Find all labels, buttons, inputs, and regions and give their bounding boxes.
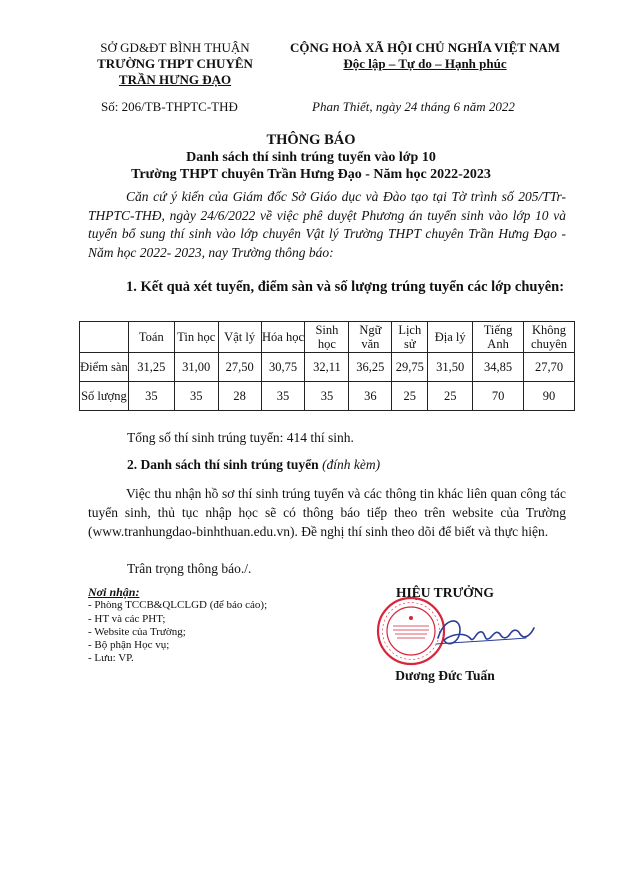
recipient-item: - Website của Trường; [88, 625, 186, 638]
recipient-item: - HT và các PHT; [88, 612, 166, 625]
table-header-cell: Lịch sử [392, 322, 428, 353]
table-cell: 35 [128, 382, 174, 411]
recipient-item: - Bộ phận Học vụ; [88, 639, 170, 652]
signer-name: Dương Đức Tuấn [395, 668, 495, 683]
table-cell: 27,70 [524, 353, 575, 382]
table-cell: 90 [524, 382, 575, 411]
school-name-line2: TRẦN HƯNG ĐẠO [118, 72, 232, 87]
table-header-cell: Toán [128, 322, 174, 353]
title-line3: Trường THPT chuyên Trần Hưng Đạo - Năm học 2022-2023 [131, 167, 491, 182]
document-title [0, 132, 622, 183]
total-count: Tổng số thí sinh trúng tuyển: 414 thí sinh. [127, 430, 354, 445]
table-row-label: Số lượng [80, 382, 129, 411]
intro-text: Căn cứ ý kiến của Giám đốc Sở Giáo dục và Đào tạo tại Tờ trình số 205/TTr-THPTC-THĐ, ngày 24/6/2022 về việc phê duyệt Phương án tuyển sinh vào lớp 10 và tuyển bổ sung thí sinh vào lớp chuyên Vật lý Trường THPT chuyên Trần Hưng Đạo - Năm học 2022- 2023, nay Trường thông báo: [88, 189, 566, 260]
section2-heading [127, 457, 380, 473]
school-name-line1: TRƯỜNG THPT CHUYÊN [97, 56, 253, 71]
table-cell: 25 [428, 382, 473, 411]
signer-title: HIỆU TRƯỞNG [396, 585, 494, 600]
national-motto: Độc lập – Tự do – Hạnh phúc [343, 56, 507, 71]
table-row [80, 353, 575, 382]
recipient-item: - Phòng TCCB&QLCLGD (để báo cáo); [88, 599, 268, 612]
table-cell: 25 [392, 382, 428, 411]
table-cell: 31,25 [128, 353, 174, 382]
table-header-cell: Ngữ văn [349, 322, 392, 353]
recipients-heading: Nơi nhận: [88, 585, 140, 599]
table-cell: 31,00 [174, 353, 218, 382]
table-cell: 30,75 [261, 353, 305, 382]
table-header-row [80, 322, 575, 353]
place-date: Phan Thiết, ngày 24 tháng 6 năm 2022 [312, 99, 515, 114]
document-number: Số: 206/TB-THPTC-THĐ [101, 99, 238, 114]
table-header-cell: Tiếng Anh [473, 322, 524, 353]
table-cell: 34,85 [473, 353, 524, 382]
table-header-cell: Hóa học [261, 322, 305, 353]
table-cell: 29,75 [392, 353, 428, 382]
table-header-cell: Địa lý [428, 322, 473, 353]
section1-text: 1. Kết quả xét tuyển, điểm sàn và số lượng trúng tuyển các lớp chuyên: [126, 279, 565, 295]
title-line2: Danh sách thí sinh trúng tuyển vào lớp 10 [186, 150, 436, 165]
table-cell: 32,11 [305, 353, 349, 382]
table-cell: 27,50 [218, 353, 261, 382]
nation-name: CỘNG HOÀ XÃ HỘI CHỦ NGHĨA VIỆT NAM [289, 40, 561, 55]
table-cell: 36,25 [349, 353, 392, 382]
department-name: SỞ GD&ĐT BÌNH THUẬN [100, 40, 250, 55]
intro-paragraph [88, 188, 566, 262]
table-header-cell: Vật lý [218, 322, 261, 353]
table-header-cell: Sinh học [305, 322, 349, 353]
closing-regards: Trân trọng thông báo./. [127, 561, 252, 576]
national-header [270, 40, 580, 72]
table-cell: 28 [218, 382, 261, 411]
signature-icon [430, 608, 540, 656]
table-row-label: Điểm sàn [80, 353, 129, 382]
body-paragraph [88, 484, 566, 541]
title-line1: THÔNG BÁO [266, 132, 356, 148]
table-corner-cell [80, 322, 129, 353]
attachment-note: (đính kèm) [322, 457, 381, 472]
table-cell: 35 [305, 382, 349, 411]
table-cell: 35 [174, 382, 218, 411]
table-cell: 35 [261, 382, 305, 411]
recipient-item: - Lưu: VP. [88, 652, 134, 665]
table-cell: 36 [349, 382, 392, 411]
table-cell: 31,50 [428, 353, 473, 382]
table-cell: 70 [473, 382, 524, 411]
section1-heading [88, 278, 566, 297]
body-text: Việc thu nhận hồ sơ thí sinh trúng tuyển và các thông tin khác liên quan công tác tuyển sinh, thủ tục nhập học sẽ có thông báo tiếp theo trên website của Trường (www.tranhungdao-binhthuan.edu.vn). Đề nghị thí sinh theo dõi để biết và thực hiện. [88, 486, 566, 539]
section2-label: 2. Danh sách thí sinh trúng tuyển [127, 457, 319, 472]
issuer-header [80, 40, 270, 88]
recipients-list [88, 586, 267, 666]
results-table [79, 321, 575, 411]
table-header-cell: Không chuyên [524, 322, 575, 353]
table-row [80, 382, 575, 411]
table-header-cell: Tin học [174, 322, 218, 353]
